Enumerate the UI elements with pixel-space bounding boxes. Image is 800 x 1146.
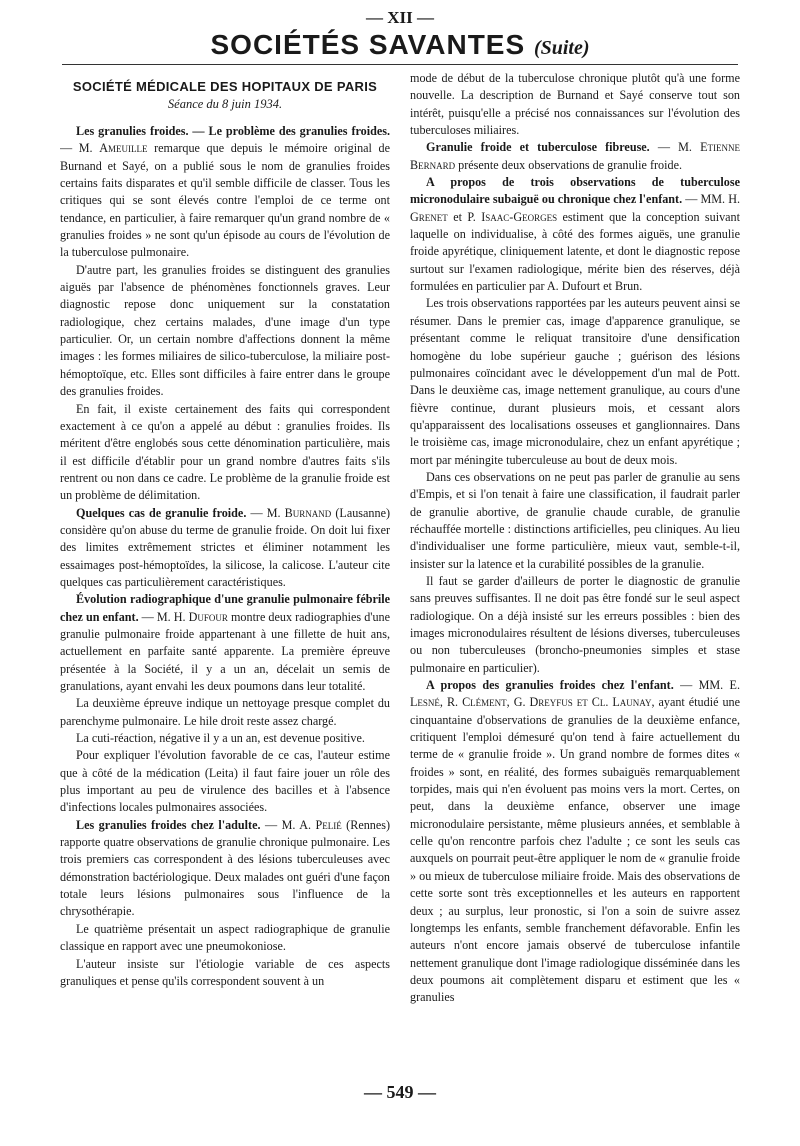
body-paragraph: Il faut se garder d'ailleurs de porter le diagnostic de granulie sans preuves suffisantes. Il ne doit pas être fondé sur le seul aspect radiologique. On a déjà insisté sur les erreurs possibles : bien des images micronodulaires résultent de lésions diverses, tuberculeuses ou non tuberculeuses (broncho-pneumonies simples et stase pulmonaire en particulier). [410, 573, 740, 675]
article-paragraph: Évolution radiographique d'une granulie pulmonaire fébrile chez un enfant. — M. H. Dufour montre deux radiographies d'une granulie pulmonaire froide appartenant à une fillette de huit ans, actuellement en parfaite santé apparente. La première épreuve présentée à la Société, il y a un an, décelait un semis de granulations, ayant envahi les deux poumons dans leur totalité. [60, 592, 390, 693]
society-heading: SOCIÉTÉ MÉDICALE DES HOPITAUX DE PARIS [72, 79, 378, 94]
author-name: Pelié [315, 817, 342, 832]
article-paragraph: Quelques cas de granulie froide. — M. Burnand (Lausanne) considère qu'on abuse du terme de granulie froide. On doit lui fixer des limites extrêmement strictes et éliminer notamment les essaimages post-hémoptoïdes, la silicose, la calicose. L'auteur cite quelques cas particulièrement caractéristiques. [60, 505, 390, 589]
title-text: SOCIÉTÉS SAVANTES [210, 29, 526, 60]
article-heading: Granulie froide et tuberculose fibreuse. [426, 140, 650, 155]
article-heading: A propos des granulies froides chez l'enfant. [426, 678, 674, 693]
body-paragraph: Les trois observations rapportées par les auteurs peuvent ainsi se résumer. Dans le premier cas, image d'apparence granulique, se présentant comme le reliquat transitoire d'une densification homogène du lobe supérieur gauche ; guérison des lésions pulmonaires coïncidant avec le développement d'un mal de Pott. Dans le deuxième cas, image nettement granulique, au cours d'une fièvre continue, durant plusieurs mois, et cessant alors qu'apparaissent des localisations osseuses et ganglionnaires. Dans le troisième cas, image micronodulaire, chez un enfant apyrétique ; mort par méningite tuberculeuse au bout de deux mois. [410, 296, 740, 467]
article-paragraph: Les granulies froides. — Le problème des granulies froides. — M. Ameuille remarque que depuis le mémoire original de Burnand et Sayé, on a publié sous le nom de granulies froides certains faits disparates et qu'il semble difficile de classer. Tous les critiques qui se sont élevés contre l'emploi de ce terme ont tendance, en particulier, à faire remarquer qu'un grand nombre de « granulies froides » ne sont qu'un épisode au cours de l'évolution de la tuberculose pulmonaire. [60, 124, 390, 260]
author-name: Burnand [284, 505, 332, 520]
left-column [60, 70, 390, 1070]
page-number: — 549 — [364, 1082, 436, 1102]
body-paragraph: Pour expliquer l'évolution favorable de ce cas, l'auteur estime que à côté de la médication (Leita) il faut faire jouer un rôle des plus important au peu de virulence des bacilles et à l'absence d'infections locales pulmonaires associées. [60, 748, 390, 815]
author-name: Grenet [410, 209, 448, 224]
body-paragraph: En fait, il existe certainement des faits qui correspondent exactement à ce qu'on a appelé au début : granulies froides. Ils méritent d'être englobés sous cette dénomination particulière, mais il est difficile d'établir pour un grand nombre d'autres faits s'ils rentrent ou non dans ce cadre. Le problème de la granulie froide est un problème de délimitation. [60, 401, 390, 503]
article-heading: A propos de trois observations de tuberculose micronodulaire subaiguë ou chronique chez l'enfant. [410, 175, 740, 207]
article-heading: Les granulies froides. — Le problème des granulies froides. [76, 124, 390, 138]
session-date: Séance du 8 juin 1934. [167, 97, 283, 111]
page-title [0, 29, 800, 61]
title-suite: (Suite) [533, 37, 590, 59]
article-paragraph: A propos des granulies froides chez l'enfant. — MM. E. Lesné, R. Clément, G. Dreyfus et Cl. Launay, ayant étudié une cinquantaine d'observations de granulies de la deuxième enfance, critiquent l'emploi démesuré qu'on tend à faire actuellement du terme de « granulie froide ». Un grand nombre de formes dites « froides » sont, en réalité, des formes subaiguës remarquablement torpides, mais qui n'en évoluent pas moins vers la mort. Certes, on peut, dans la deuxième enfance, observer une image micronodulaire persistante, même plusieurs années, et semblable à celle qu'on rencontre parfois chez l'adulte ; ce sont les seuls cas auxquels on pourrait peut-être appliquer le nom de « granulie froide » ou mieux de tuberculose miliaire froide. Mais des observations de cette sorte sont très exceptionnelles et les auteurs en rapportent deux ; au surplus, leur pronostic, si l'on a soin de suivre assez longtemps les enfants, semble franchement défavorable. Enfin les auteurs n'ont encore jamais observé de tuberculose infantile nettement granulique dont l'image radiologique disséminée dans les deux poumons ait complètement disparu et estiment que les « granulies [410, 678, 740, 1005]
author-name: Ameuille [99, 141, 148, 156]
author-name: Etienne Bernard [410, 140, 740, 172]
article-paragraph: Les granulies froides chez l'adulte. — M. A. Pelié (Rennes) rapporte quatre observations de granulie chronique pulmonaire. Les trois premiers cas correspondent à des lésions tuberculeuses avec démonstration bactériologique. Deux malades ont guéri d'une façon totale leurs lésions pulmonaires sous l'influence de la chrysothérapie. [60, 817, 390, 919]
body-paragraph: mode de début de la tuberculose chronique plutôt qu'à une forme nouvelle. La description de Burnand et Sayé conserve tout son intérêt, puisqu'elle a précisé nos connaissances sur l'évolution des tuberculoses miliaires. [410, 71, 740, 138]
body-paragraph: Dans ces observations on ne peut pas parler de granulie au sens d'Empis, et si l'on tenait à faire une classification, il faudrait parler de granulie abortive, de granulie chaude curable, de granulie réchauffée mortelle : distinctions artificielles, peu cliniques. Au lieu d'individualiser une forme particulière, mieux vaut, semble-t-il, insister sur la latence et la curabilité possibles de la granulie. [410, 469, 740, 571]
article-heading: Quelques cas de granulie froide. [76, 505, 247, 520]
header-rule [62, 64, 738, 65]
body-paragraph: L'auteur insiste sur l'étiologie variable de ces aspects granuliques et pense qu'ils correspondent souvent à un [60, 956, 390, 988]
article-paragraph: Granulie froide et tuberculose fibreuse. — M. Etienne Bernard présente deux observations de granulie froide. [410, 140, 740, 172]
author-name: Dufour [188, 609, 228, 624]
author-name: Isaac-Georges [481, 209, 558, 224]
article-heading: Évolution radiographique d'une granulie pulmonaire fébrile chez un enfant. [60, 592, 390, 624]
article-heading: Les granulies froides chez l'adulte. [76, 817, 261, 832]
body-paragraph: Le quatrième présentait un aspect radiographique de granulie classique en rapport avec une pneumokoniose. [60, 921, 390, 954]
article-paragraph: A propos de trois observations de tuberculose micronodulaire subaiguë ou chronique chez l'enfant. — MM. H. Grenet et P. Isaac-Georges estiment que la conception suivant laquelle on individualise, à côté des formes aiguës, une granulie froide apyrétique, cliniquement latente, et dont le diagnostic repose surtout sur l'examen radiologique, mérite bien des réserves, déjà formulées en particulier par A. Dufourt et Brun. [410, 175, 740, 294]
author-name: Lesné, R. Clément, G. Dreyfus et Cl. Launay, [410, 695, 655, 710]
body-paragraph: La deuxième épreuve indique un nettoyage presque complet du parenchyme pulmonaire. Le hile droit reste assez chargé. [60, 696, 390, 728]
right-column [410, 70, 740, 1070]
body-paragraph: La cuti-réaction, négative il y a un an, est devenue positive. [76, 731, 365, 746]
body-paragraph: D'autre part, les granulies froides se distinguent des granulies aiguës par l'absence de phénomènes fonctionnels graves. Leur diagnostic repose donc uniquement sur la constatation radiologique, chez certains malades, d'une image d'un type particulier. Or, un certain nombre d'affections donnent la même images : les formes miliaires de silico-tuberculose, la miliaire post-hémoptoïque, etc. Elles sont difficiles à faire entrer dans le groupe des granulies froides. [60, 262, 390, 399]
roman-page-number: — XII — [365, 8, 434, 27]
